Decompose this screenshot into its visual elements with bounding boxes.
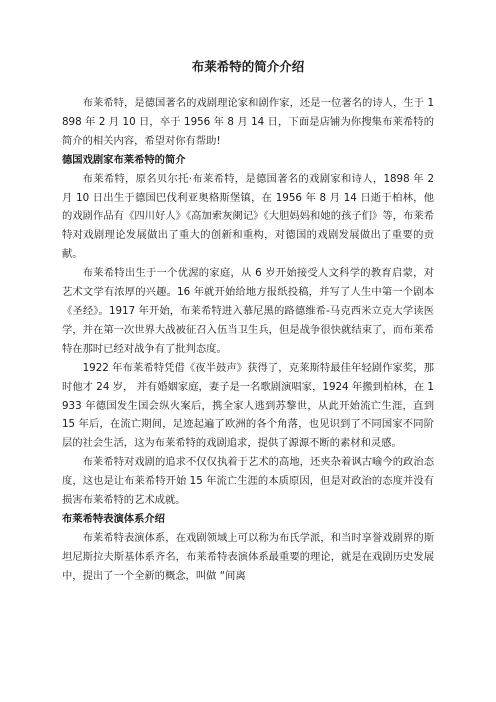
body-paragraph: 布莱希特表演体系，在戏剧领域上可以称为布氏学派，和当时享誉戏剧界的斯坦尼斯拉夫斯基体系齐名，布莱希特表演体系最重要的理论，就是在戏剧历史发展中，提出了一个全新的概念，叫做 “间离 — [62, 531, 434, 582]
body-paragraph: 布莱希特对戏剧的追求不仅仅执着于艺术的高地，还夹杂着讽古喻今的政治态度，这也是让布莱希特开始 15 年流亡生涯的本质原因，但是对政治的态度并没有损害布莱希特的艺术成就。 — [62, 456, 434, 507]
section-acting-system — [62, 510, 434, 586]
body-paragraph: 1922 年布莱希特凭借《夜半鼓声》获得了，克莱斯特最佳年轻剧作家奖，那时他才 24 岁， 并有婚姻家庭，妻子是一名歌剧演唱家，1924 年搬到柏林，在 1933 年德国发生国会纵火案后，携全家人逃到苏黎世，从此开始流亡生涯，直到 15 年后，在流亡期间，足迹起遍了欧洲的各个角落，也见识到了不同国家不同阶层的社会生活，这为布莱希特的戏剧追求，提供了源源不断的素材和灵感。 — [62, 361, 434, 450]
body-paragraph: 布莱希特出生于一个优渥的家庭，从 6 岁开始接受人文科学的教育启蒙，对艺术文学有浓厚的兴趣。16 年就开始给地方报纸投稿，并写了人生中第一个剧本《圣经》。1917 年开始，布莱希特进入慕尼黑的路德维希-马克西米立克大学读医学，并在第一次世界大战被征召入伍当卫生兵，但是战争很快就结束了，而布莱希特在那时已经对战争有了批判态度。 — [62, 267, 434, 355]
section-biography — [62, 151, 434, 510]
body-paragraph: 布莱希特，原名贝尔托·布莱希特，是德国著名的戏剧家和诗人，1898 年 2 月 10 日出生于德国巴伐利亚奥格斯堡镇，在 1956 年 8 月 14 日逝于柏林，他的戏剧作品有《四川好人》《高加索灰阑记》《大胆妈妈和她的孩子们》等，布莱希特对戏剧理论发展做出了重大的创新和重构，对德国的戏剧发展做出了重要的贡献。 — [62, 172, 434, 261]
page-title: 布莱希特的简介介绍 — [191, 59, 305, 74]
intro-paragraph: 布莱希特，是德国著名的戏剧理论家和剧作家，还是一位著名的诗人，生于 1898 年 2 月 10 日，卒于 1956 年 8 月 14 日，下面是店铺为你搜集布莱希特的简介的相关内容，希望对你有帮助! — [62, 97, 434, 147]
section-heading: 布莱希特表演体系介绍 — [62, 512, 165, 525]
article-body — [62, 94, 434, 586]
section-heading: 德国戏剧家布莱希特的简介 — [62, 153, 186, 166]
